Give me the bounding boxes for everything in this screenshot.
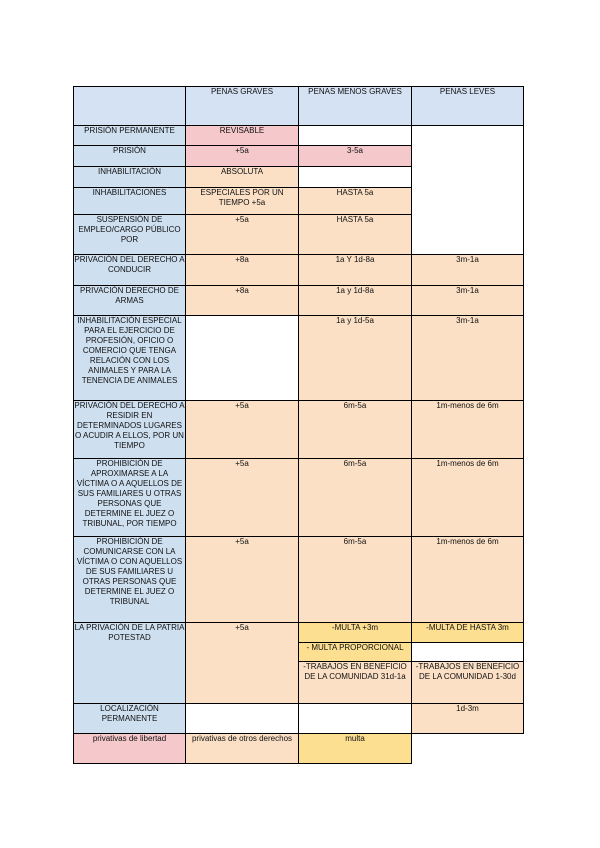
row-label-privacion-conducir: PRIVACIÓN DEL DERECHO A CONDUCIR — [74, 255, 186, 286]
penas-table — [73, 86, 524, 764]
row-label-privacion-armas: PRIVACIÓN DERECHO DE ARMAS — [74, 286, 186, 316]
row-label-inhabilitacion: INHABILITACIÓN — [74, 167, 186, 188]
row-label-prohibicion-aproximarse: PROHIBICIÓN DE APROXIMARSE A LA VÍCTIMA O A AQUELLOS DE SUS FAMILIARES U OTRAS PERSONAS QUE DETERMINE EL JUEZ O TRIBUNAL, POR TIEMPO — [74, 459, 186, 537]
table-row — [74, 286, 524, 316]
cell-menos-multa: -MULTA +3m — [299, 623, 412, 643]
cell-leves: 3m-1a — [412, 255, 524, 286]
legend-multa: multa — [299, 734, 412, 764]
cell-menos-graves-empty — [299, 704, 412, 734]
table-row — [74, 126, 524, 146]
row-label-prohibicion-comunicarse: PROHIBICIÓN DE COMUNICARSE CON LA VÍCTIMA O CON AQUELLOS DE SUS FAMILIARES U OTRAS PERSONAS QUE DETERMINE EL JUEZ O TRIBUNAL — [74, 537, 186, 623]
cell-menos-trabajos: -TRABAJOS EN BENEFICIO DE LA COMUNIDAD 31d-1a — [299, 662, 412, 704]
cell-leves: 1m-menos de 6m — [412, 401, 524, 459]
cell-leves: 3m-1a — [412, 286, 524, 316]
cell-leves: 3m-1a — [412, 316, 524, 401]
cell-graves-empty — [186, 316, 299, 401]
cell-leves-multa: -MULTA DE HASTA 3m — [412, 623, 524, 643]
header-row — [74, 87, 524, 126]
cell-leves: 1d-3m — [412, 704, 524, 734]
header-penas-leves: PENAS LEVES — [412, 87, 524, 126]
cell-graves: +5a — [186, 537, 299, 623]
table-row — [74, 401, 524, 459]
cell-menos-graves — [299, 167, 412, 188]
cell-leves-trabajos: -TRABAJOS EN BENEFICIO DE LA COMUNIDAD 1-30d — [412, 662, 524, 704]
header-corner — [74, 87, 186, 126]
cell-graves-empty — [186, 704, 299, 734]
table-row — [74, 537, 524, 623]
cell-menos-graves: HASTA 5a — [299, 215, 412, 255]
cell-menos-graves: 6m-5a — [299, 537, 412, 623]
cell-menos-graves: 1a y 1d-8a — [299, 286, 412, 316]
table-row — [74, 255, 524, 286]
cell-leves-empty — [412, 126, 524, 255]
cell-menos-multa-proporcional: - MULTA PROPORCIONAL — [299, 643, 412, 662]
row-label-privacion-residir: PRIVACIÓN DEL DERECHO A RESIDIR EN DETERMINADOS LUGARES O ACUDIR A ELLOS, POR UN TIEMPO — [74, 401, 186, 459]
header-penas-graves: PENAS GRAVES — [186, 87, 299, 126]
cell-menos-graves — [299, 126, 412, 146]
row-label-prision-permanente: PRISIÓN PERMANENTE — [74, 126, 186, 146]
cell-menos-graves: HASTA 5a — [299, 188, 412, 215]
table-row — [74, 623, 524, 643]
cell-leves: 1m-menos de 6m — [412, 459, 524, 537]
table-row — [74, 459, 524, 537]
row-label-patria-potestad: LA PRIVACIÓN DE LA PATRIA POTESTAD — [74, 623, 186, 704]
cell-menos-graves: 6m-5a — [299, 401, 412, 459]
legend-row — [74, 734, 524, 764]
cell-graves: +5a — [186, 623, 299, 704]
cell-graves: +5a — [186, 459, 299, 537]
cell-graves: +8a — [186, 286, 299, 316]
cell-graves: +8a — [186, 255, 299, 286]
table-row — [74, 316, 524, 401]
cell-menos-graves: 6m-5a — [299, 459, 412, 537]
cell-menos-graves: 1a Y 1d-8a — [299, 255, 412, 286]
cell-leves: 1m-menos de 6m — [412, 537, 524, 623]
cell-graves: ESPECIALES POR UN TIEMPO +5a — [186, 188, 299, 215]
cell-graves: +5a — [186, 401, 299, 459]
row-label-localizacion-permanente: LOCALIZACIÓN PERMANENTE — [74, 704, 186, 734]
row-label-inhabilitaciones: INHABILITACIONES — [74, 188, 186, 215]
cell-leves-empty — [412, 643, 524, 662]
cell-graves: +5a — [186, 215, 299, 255]
cell-graves: ABSOLUTA — [186, 167, 299, 188]
cell-menos-graves: 1a y 1d-5a — [299, 316, 412, 401]
header-penas-menos-graves: PENAS MENOS GRAVES — [299, 87, 412, 126]
table-row — [74, 704, 524, 734]
cell-graves: REVISABLE — [186, 126, 299, 146]
cell-graves: +5a — [186, 146, 299, 167]
row-label-prision: PRISIÓN — [74, 146, 186, 167]
legend-privativas-otros-derechos: privativas de otros derechos — [186, 734, 299, 764]
row-label-inhabilitacion-animales: INHABILITACIÓN ESPECIAL PARA EL EJERCICIO DE PROFESIÓN, OFICIO O COMERCIO QUE TENGA RELACIÓN CON LOS ANIMALES Y PARA LA TENENCIA DE ANIMALES — [74, 316, 186, 401]
legend-privativas-libertad: privativas de libertad — [74, 734, 186, 764]
cell-menos-graves: 3-5a — [299, 146, 412, 167]
row-label-suspension-empleo: SUSPENSIÓN DE EMPLEO/CARGO PÚBLICO POR — [74, 215, 186, 255]
